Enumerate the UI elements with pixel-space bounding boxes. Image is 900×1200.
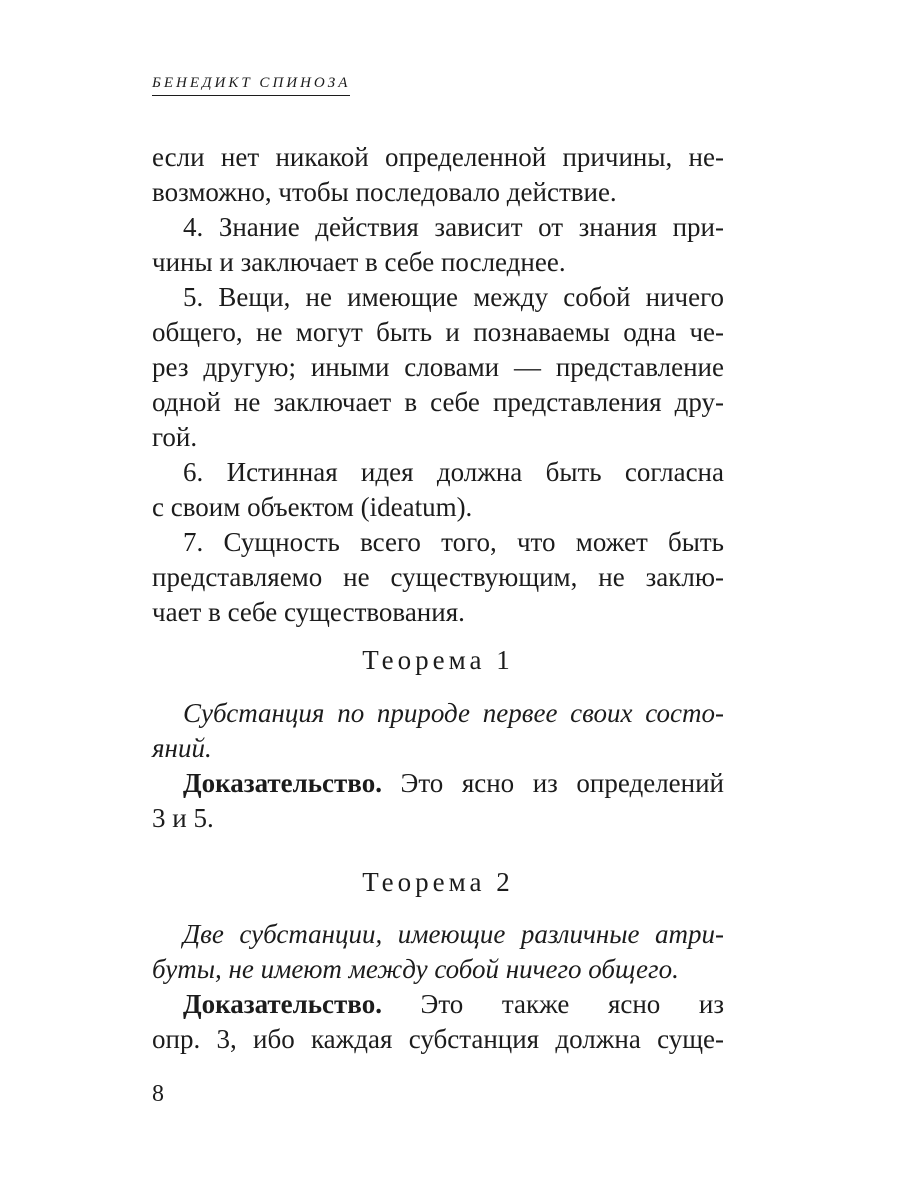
- main-text-block: [152, 140, 724, 630]
- theorem-2-body: [152, 917, 724, 1057]
- text-line: если нет никакой определенной причины, не-: [152, 142, 724, 172]
- theorem-statement-line: буты, не имеют между собой ничего общего.: [152, 954, 679, 984]
- text-line: возможно, чтобы последовало действие.: [152, 177, 617, 207]
- page-number: 8: [152, 1081, 164, 1107]
- proof-text: Это ясно из определений: [381, 768, 724, 798]
- theorem-statement-line: Субстанция по природе первее своих состо-: [183, 698, 724, 728]
- theorem-1-body: [152, 696, 724, 836]
- proof-line: 3 и 5.: [152, 803, 214, 833]
- theorem-2-heading: Теорема 2: [362, 867, 514, 897]
- text-line: одной не заключает в себе представления дру-: [152, 387, 724, 417]
- text-line: 4. Знание действия зависит от знания при-: [183, 212, 724, 242]
- text-line: рез другую; иными словами — представление: [152, 352, 724, 382]
- proof-line: опр. 3, ибо каждая субстанция должна суще-: [152, 1024, 724, 1054]
- proof-label: Доказательство.: [183, 768, 382, 798]
- text-line: представляемо не существующим, не заклю-: [152, 562, 724, 592]
- text-line: 7. Сущность всего того, что может быть: [183, 527, 724, 557]
- theorem-statement-line: яний.: [152, 733, 212, 763]
- text-line: чины и заключает в себе последнее.: [152, 247, 566, 277]
- text-line: 6. Истинная идея должна быть согласна: [183, 457, 724, 487]
- text-line: чает в себе существования.: [152, 597, 465, 627]
- proof-text: Это также ясно из: [381, 989, 724, 1019]
- proof-line: [152, 987, 724, 1022]
- proof-label: Доказательство.: [183, 989, 382, 1019]
- running-head: БЕНЕДИКТ СПИНОЗА: [152, 74, 350, 96]
- proof-line: [152, 766, 724, 801]
- theorem-statement-line: Две субстанции, имеющие различные атри-: [183, 919, 724, 949]
- text-line: общего, не могут быть и познаваемы одна че-: [152, 317, 724, 347]
- text-line: 5. Вещи, не имеющие между собой ничего: [183, 282, 724, 312]
- theorem-1-heading: Теорема 1: [362, 645, 514, 675]
- text-line: гой.: [152, 422, 198, 452]
- text-line: с своим объектом (ideatum).: [152, 492, 473, 522]
